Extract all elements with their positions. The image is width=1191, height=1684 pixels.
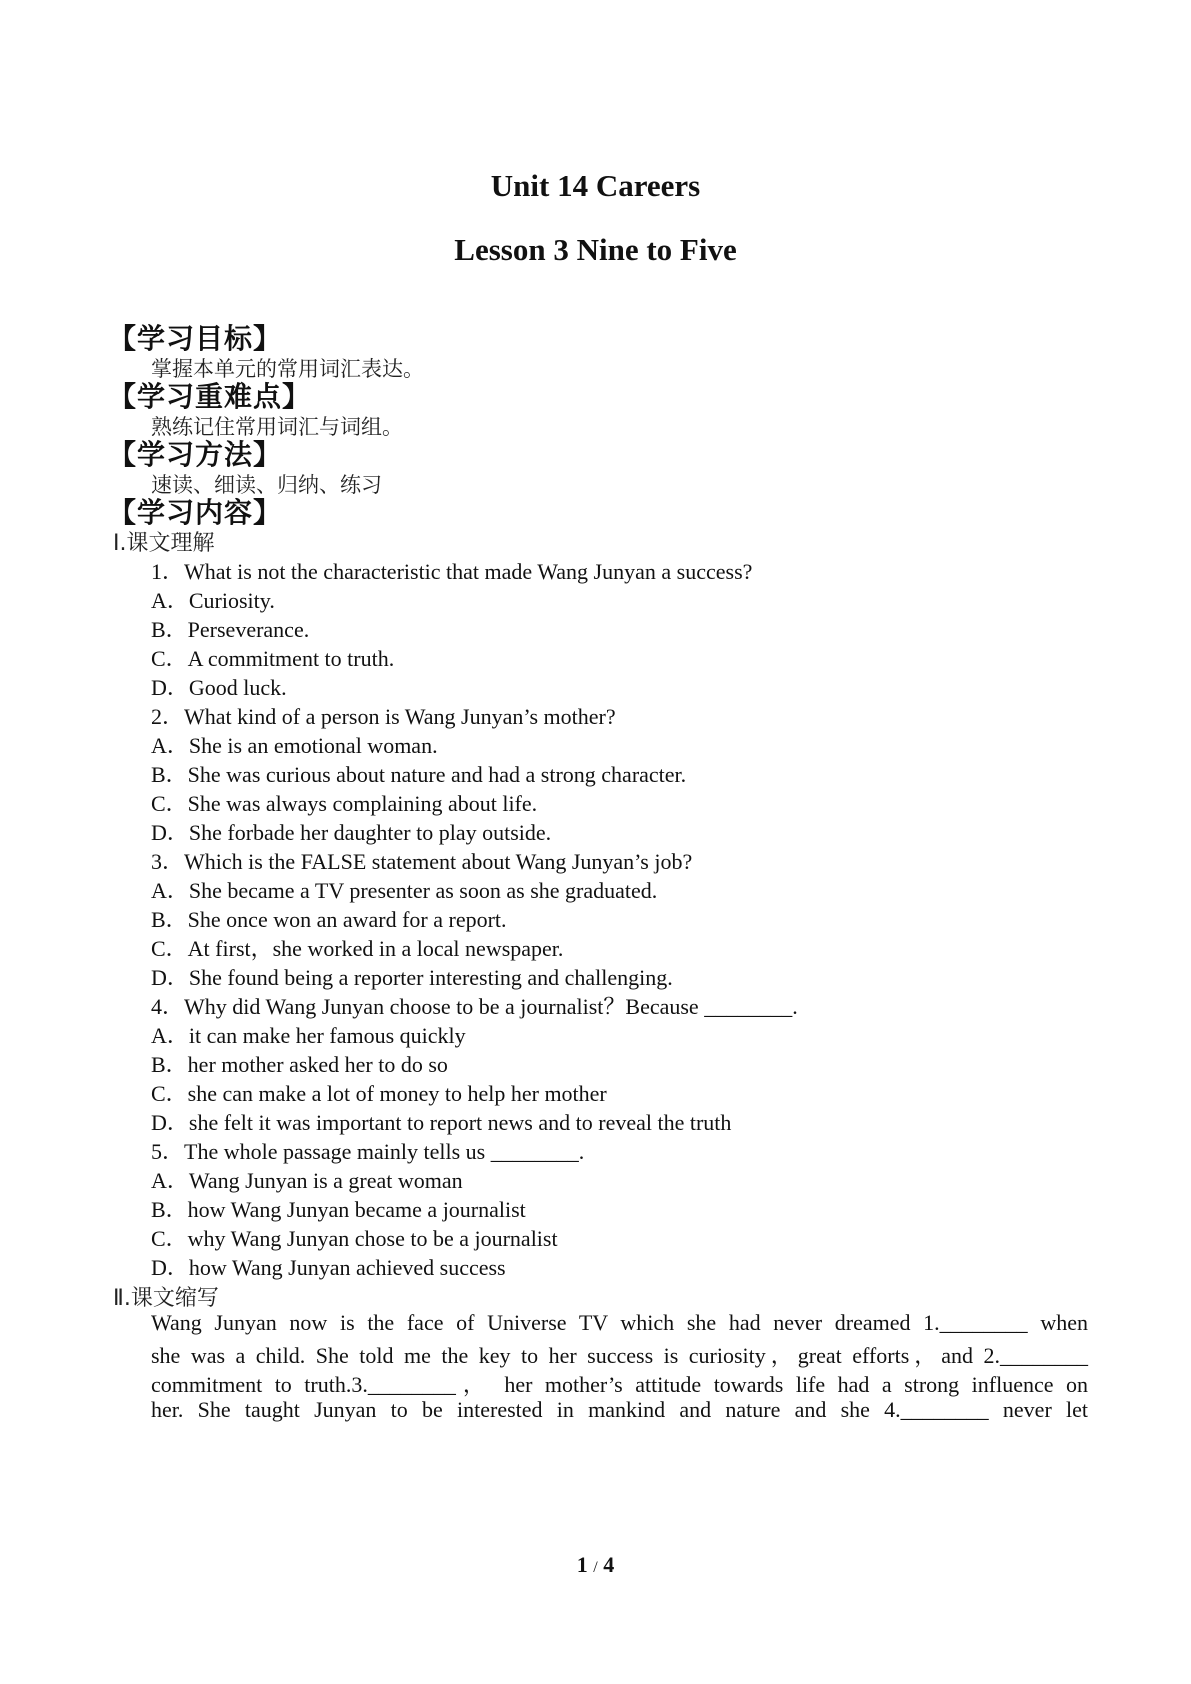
question-stem: 5．The whole passage mainly tells us ________. bbox=[151, 1139, 585, 1164]
option: C．why Wang Junyan chose to be a journalist bbox=[151, 1226, 558, 1251]
option: B．her mother asked her to do so bbox=[151, 1052, 448, 1077]
summary-line: commitment to truth.3.________， her mother’s attitude towards life had a strong influence on bbox=[151, 1372, 1088, 1397]
option: A．She became a TV presenter as soon as she graduated. bbox=[151, 878, 658, 903]
objectives-text: 掌握本单元的常用词汇表达。 bbox=[151, 357, 424, 381]
question-stem: 1．What is not the characteristic that made Wang Junyan a success? bbox=[151, 559, 753, 584]
objectives-heading: 【学习目标】 bbox=[108, 322, 283, 355]
page-title: Unit 14 Careers bbox=[490, 168, 701, 203]
methods-text: 速读、细读、归纳、练习 bbox=[151, 473, 382, 497]
option: B．She was curious about nature and had a strong character. bbox=[151, 762, 687, 787]
option: D．She forbade her daughter to play outside. bbox=[151, 820, 552, 845]
key-points-heading: 【学习重难点】 bbox=[108, 380, 312, 413]
option: B．Perseverance. bbox=[151, 617, 310, 642]
question-stem: 4．Why did Wang Junyan choose to be a journalist？Because ________. bbox=[151, 994, 798, 1019]
section-2-label: Ⅱ.课文缩写 bbox=[113, 1286, 219, 1311]
page-separator: / bbox=[593, 1559, 598, 1576]
content-heading: 【学习内容】 bbox=[108, 496, 283, 529]
option: A．She is an emotional woman. bbox=[151, 733, 438, 758]
question-stem: 2．What kind of a person is Wang Junyan’s mother? bbox=[151, 704, 616, 729]
total-pages: 4 bbox=[603, 1552, 615, 1577]
option: A．Wang Junyan is a great woman bbox=[151, 1168, 463, 1193]
option: C．she can make a lot of money to help her mother bbox=[151, 1081, 607, 1106]
option: D．how Wang Junyan achieved success bbox=[151, 1255, 506, 1280]
page-number bbox=[0, 1552, 1191, 1578]
option: C．At first，she worked in a local newspaper. bbox=[151, 936, 564, 961]
option: C．She was always complaining about life. bbox=[151, 791, 538, 816]
option: D．Good luck. bbox=[151, 675, 287, 700]
option: B．She once won an award for a report. bbox=[151, 907, 507, 932]
option: C．A commitment to truth. bbox=[151, 646, 395, 671]
key-points-text: 熟练记住常用词汇与词组。 bbox=[151, 415, 403, 439]
option: D．She found being a reporter interesting and challenging. bbox=[151, 965, 673, 990]
methods-heading: 【学习方法】 bbox=[108, 438, 283, 471]
question-stem: 3．Which is the FALSE statement about Wang Junyan’s job? bbox=[151, 849, 693, 874]
option: A．it can make her famous quickly bbox=[151, 1023, 466, 1048]
option: D．she felt it was important to report news and to reveal the truth bbox=[151, 1110, 732, 1135]
option: B．how Wang Junyan became a journalist bbox=[151, 1197, 526, 1222]
summary-line: Wang Junyan now is the face of Universe TV which she had never dreamed 1.________ when bbox=[151, 1310, 1088, 1335]
summary-line: she was a child. She told me the key to her success is curiosity，great efforts，and 2.________ bbox=[151, 1343, 1088, 1368]
lesson-title: Lesson 3 Nine to Five bbox=[454, 232, 737, 267]
current-page: 1 bbox=[576, 1552, 588, 1577]
option: A．Curiosity. bbox=[151, 588, 275, 613]
section-1-label: Ⅰ.课文理解 bbox=[113, 531, 215, 556]
summary-line: her. She taught Junyan to be interested in mankind and nature and she 4.________ never let bbox=[151, 1397, 1088, 1422]
